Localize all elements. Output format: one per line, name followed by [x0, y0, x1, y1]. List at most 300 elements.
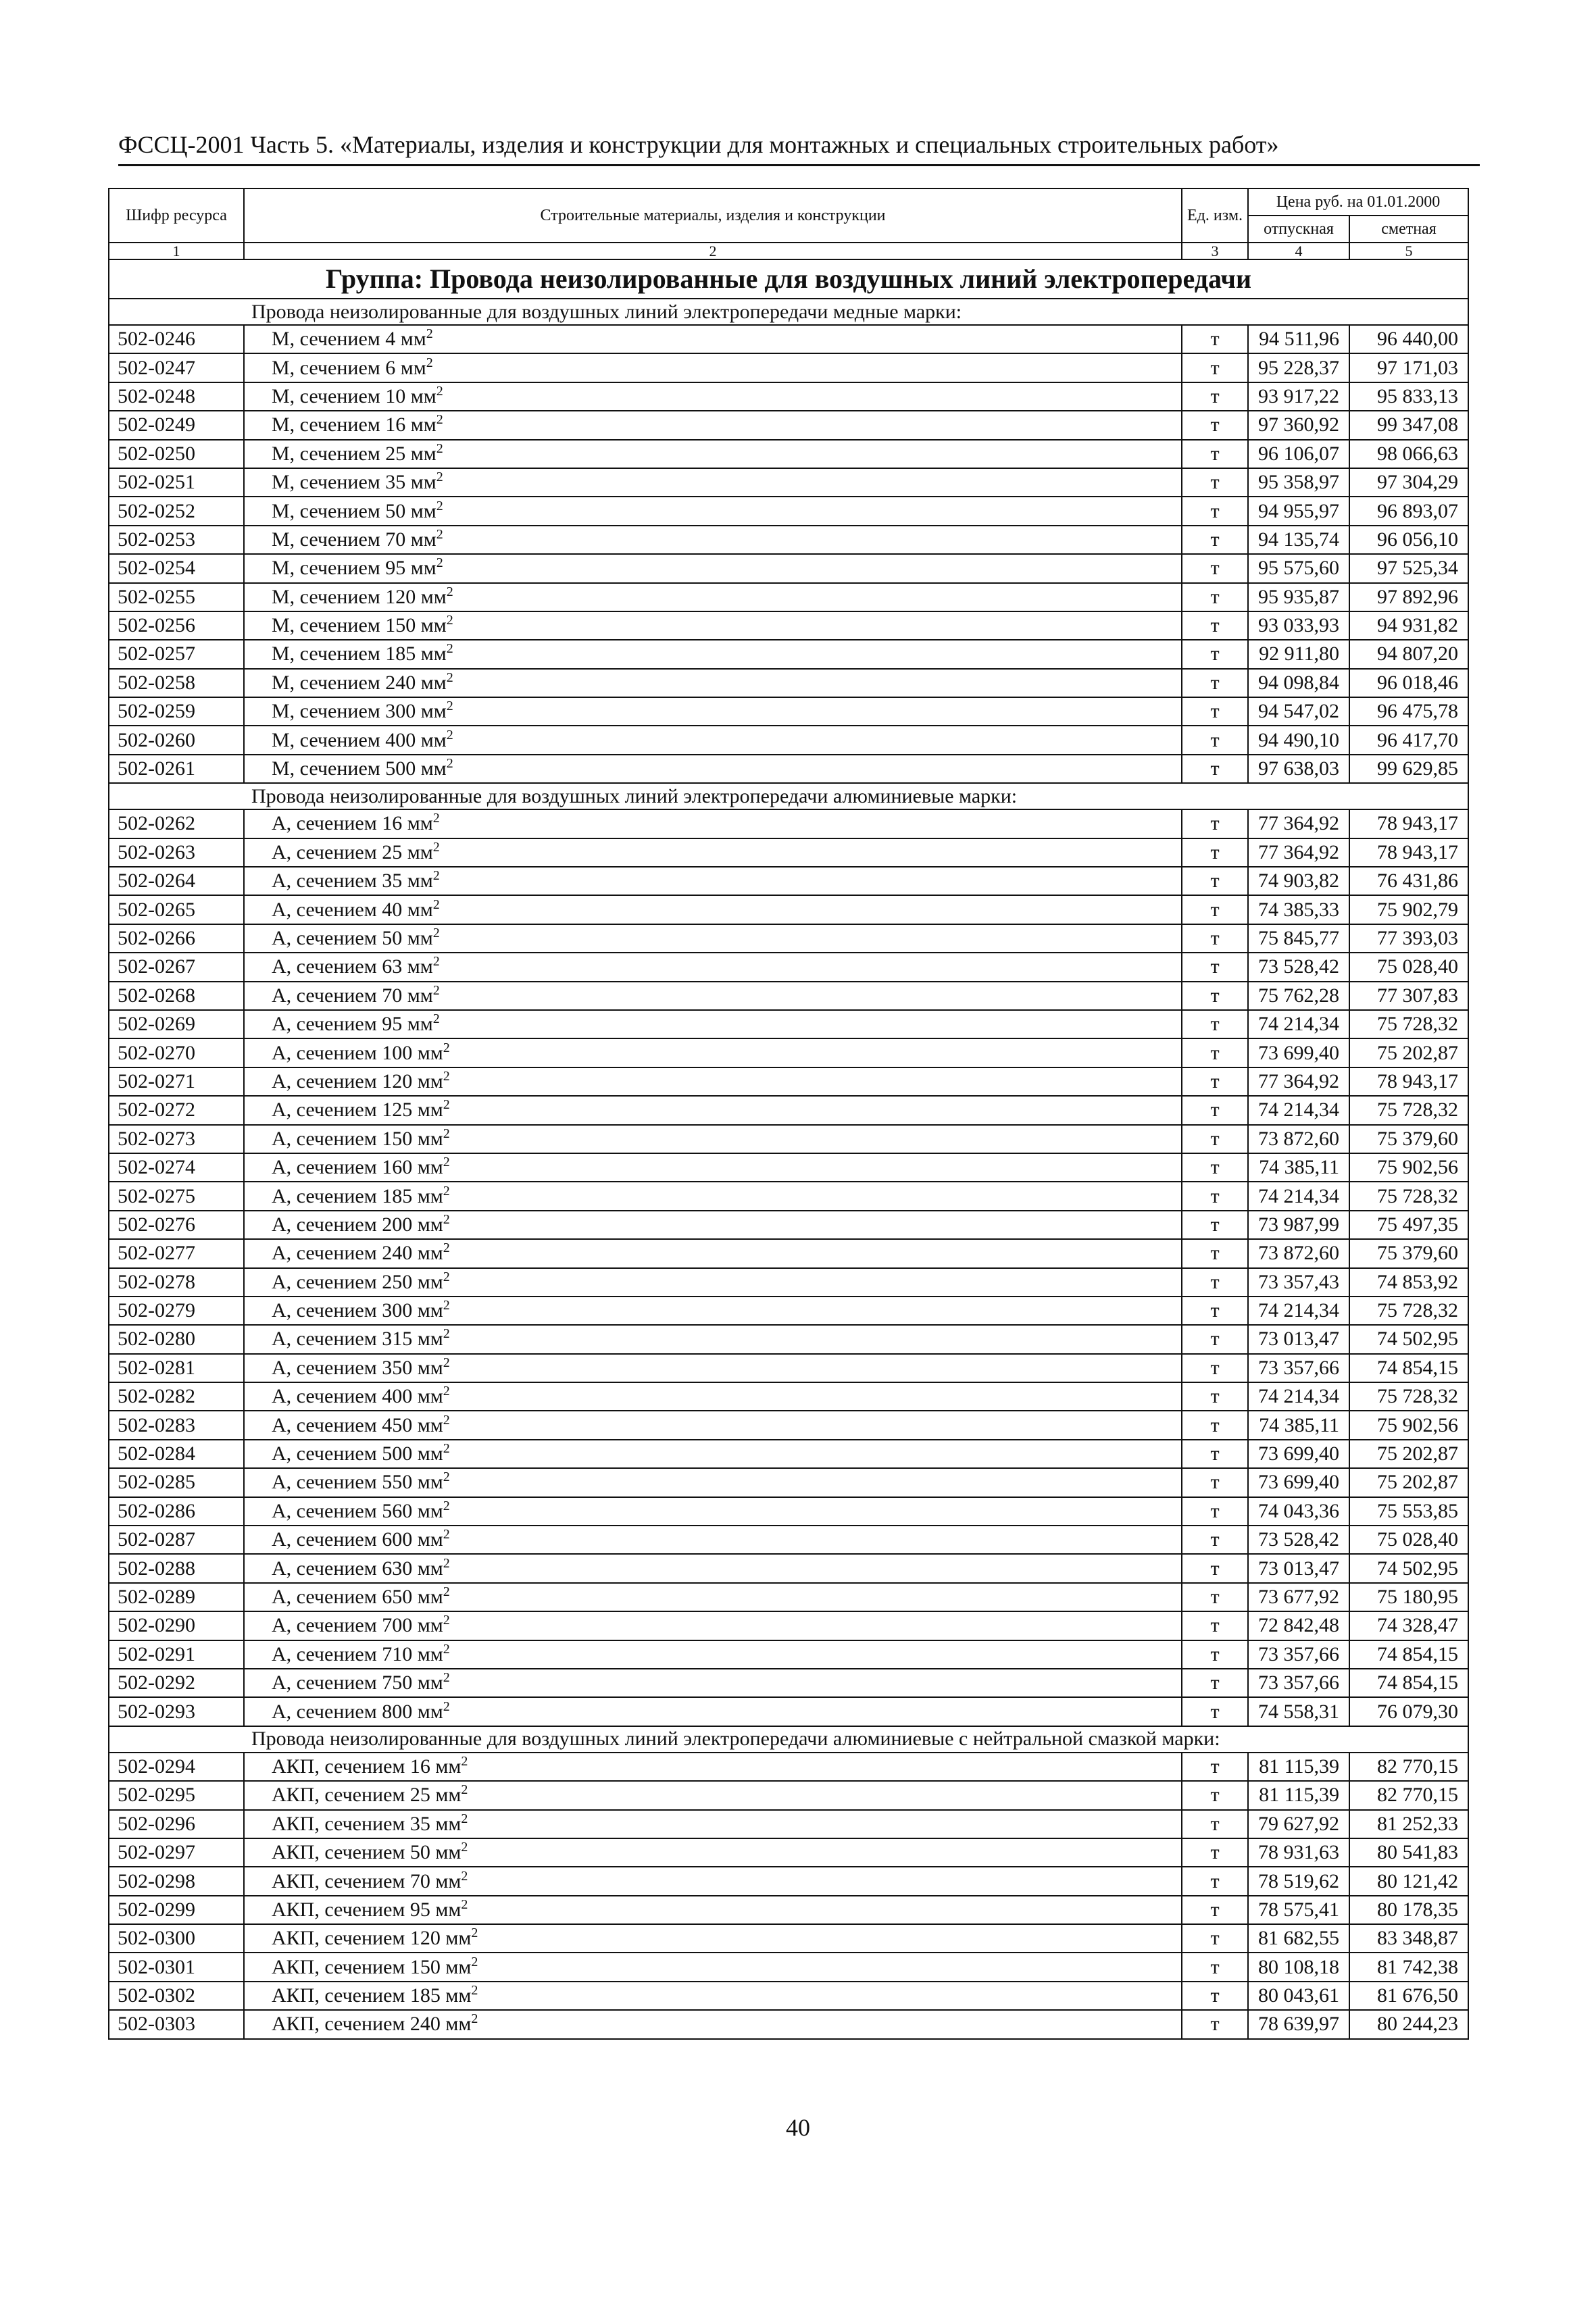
- material-name-text: А, сечением 40 мм: [272, 898, 433, 921]
- material-name: [244, 583, 1182, 611]
- table-row: [109, 1669, 1468, 1697]
- section-title: Провода неизолированные для воздушных линий электропередачи алюминиевые с нейтральной смазкой марки:: [109, 1726, 1468, 1753]
- unit-cell: т: [1182, 1953, 1248, 1981]
- estimate-price: 96 018,46: [1349, 669, 1468, 697]
- superscript-two: 2: [443, 1211, 450, 1227]
- material-name-text: М, сечением 16 мм: [272, 413, 437, 436]
- material-name-text: АКП, сечением 95 мм: [272, 1898, 462, 1921]
- material-name-text: А, сечением 550 мм: [272, 1471, 443, 1494]
- estimate-price: 75 202,87: [1349, 1468, 1468, 1496]
- superscript-two: 2: [443, 1498, 450, 1513]
- material-name: [244, 924, 1182, 953]
- resource-code: 502-0257: [109, 640, 244, 668]
- unit-cell: т: [1182, 1583, 1248, 1611]
- resource-code: 502-0256: [109, 611, 244, 640]
- estimate-price: 75 180,95: [1349, 1583, 1468, 1611]
- resource-code: 502-0254: [109, 554, 244, 582]
- release-price: 73 699,40: [1248, 1038, 1349, 1067]
- estimate-price: 75 379,60: [1349, 1125, 1468, 1153]
- unit-cell: т: [1182, 1153, 1248, 1182]
- estimate-price: 75 728,32: [1349, 1297, 1468, 1325]
- material-name-text: А, сечением 70 мм: [272, 984, 433, 1007]
- resource-code: 502-0271: [109, 1067, 244, 1096]
- table-row: [109, 1896, 1468, 1924]
- table-row: [109, 2010, 1468, 2038]
- superscript-two: 2: [432, 954, 440, 970]
- unit-cell: т: [1182, 382, 1248, 411]
- superscript-two: 2: [443, 1355, 450, 1370]
- table-row: [109, 382, 1468, 411]
- resource-code: 502-0300: [109, 1924, 244, 1953]
- release-price: 78 519,62: [1248, 1867, 1349, 1895]
- material-name-text: А, сечением 16 мм: [272, 812, 433, 835]
- material-name: [244, 1497, 1182, 1526]
- estimate-price: 75 028,40: [1349, 1526, 1468, 1554]
- material-name: [244, 611, 1182, 640]
- resource-code: 502-0270: [109, 1038, 244, 1067]
- page-header: ФССЦ-2001 Часть 5. «Материалы, изделия и конструкции для монтажных и специальных строительных работ»: [118, 131, 1279, 158]
- material-name-text: А, сечением 100 мм: [272, 1041, 443, 1064]
- estimate-price: 82 770,15: [1349, 1753, 1468, 1781]
- unit-cell: т: [1182, 924, 1248, 953]
- resource-code: 502-0295: [109, 1781, 244, 1809]
- material-name-text: М, сечением 35 мм: [272, 471, 437, 494]
- release-price: 96 106,07: [1248, 440, 1349, 468]
- superscript-two: 2: [432, 811, 440, 826]
- release-price: 80 108,18: [1248, 1953, 1349, 1981]
- material-name-text: А, сечением 400 мм: [272, 1385, 443, 1408]
- group-title: Группа: Провода неизолированные для воздушных линий электропередачи: [109, 259, 1468, 299]
- material-name-text: А, сечением 650 мм: [272, 1585, 443, 1608]
- column-header-estimate: сметная: [1349, 216, 1468, 243]
- unit-cell: т: [1182, 1753, 1248, 1781]
- table-row: [109, 1067, 1468, 1096]
- material-name-text: А, сечением 710 мм: [272, 1642, 443, 1665]
- material-name: [244, 1440, 1182, 1468]
- resource-code: 502-0287: [109, 1526, 244, 1554]
- material-name: [244, 1953, 1182, 1981]
- table-row: [109, 953, 1468, 981]
- material-name: [244, 1239, 1182, 1267]
- resource-code: 502-0250: [109, 440, 244, 468]
- unit-cell: т: [1182, 497, 1248, 525]
- material-name: [244, 1697, 1182, 1726]
- release-price: 73 987,99: [1248, 1211, 1349, 1239]
- superscript-two: 2: [443, 1670, 450, 1686]
- material-name-text: А, сечением 95 мм: [272, 1013, 433, 1036]
- table-row: [109, 982, 1468, 1010]
- unit-cell: т: [1182, 1896, 1248, 1924]
- estimate-price: 80 244,23: [1349, 2010, 1468, 2038]
- table-row: [109, 1297, 1468, 1325]
- material-name-text: А, сечением 200 мм: [272, 1213, 443, 1236]
- material-name-text: А, сечением 600 мм: [272, 1528, 443, 1551]
- resource-code: 502-0269: [109, 1010, 244, 1038]
- superscript-two: 2: [471, 1926, 478, 1941]
- superscript-two: 2: [426, 355, 433, 370]
- resource-code: 502-0260: [109, 726, 244, 754]
- unit-cell: т: [1182, 640, 1248, 668]
- material-name: [244, 1924, 1182, 1953]
- estimate-price: 96 417,70: [1349, 726, 1468, 754]
- material-name-text: АКП, сечением 16 мм: [272, 1755, 462, 1778]
- estimate-price: 97 171,03: [1349, 353, 1468, 382]
- table-row: [109, 726, 1468, 754]
- unit-cell: т: [1182, 1497, 1248, 1526]
- header-rule: [118, 164, 1480, 166]
- estimate-price: 74 502,95: [1349, 1325, 1468, 1353]
- table-row: [109, 411, 1468, 439]
- superscript-two: 2: [432, 897, 440, 912]
- material-name: [244, 953, 1182, 981]
- material-name-text: А, сечением 160 мм: [272, 1156, 443, 1179]
- table-row: [109, 1810, 1468, 1838]
- superscript-two: 2: [443, 1384, 450, 1399]
- page-number: 40: [786, 2114, 810, 2141]
- resource-code: 502-0264: [109, 867, 244, 895]
- table-row: [109, 1697, 1468, 1726]
- resource-code: 502-0301: [109, 1953, 244, 1981]
- resource-code: 502-0298: [109, 1867, 244, 1895]
- estimate-price: 75 202,87: [1349, 1038, 1468, 1067]
- superscript-two: 2: [461, 1811, 468, 1826]
- release-price: 73 357,66: [1248, 1354, 1349, 1382]
- release-price: 73 357,43: [1248, 1268, 1349, 1297]
- unit-cell: т: [1182, 1067, 1248, 1096]
- column-header-release: отпускная: [1248, 216, 1349, 243]
- release-price: 81 682,55: [1248, 1924, 1349, 1953]
- resource-code: 502-0268: [109, 982, 244, 1010]
- unit-cell: т: [1182, 755, 1248, 783]
- release-price: 74 214,34: [1248, 1382, 1349, 1411]
- material-name: [244, 755, 1182, 783]
- superscript-two: 2: [436, 412, 443, 428]
- estimate-price: 75 728,32: [1349, 1182, 1468, 1210]
- resource-code: 502-0286: [109, 1497, 244, 1526]
- material-name-text: А, сечением 240 мм: [272, 1242, 443, 1265]
- material-name-text: А, сечением 25 мм: [272, 840, 433, 863]
- column-header-code: Шифр ресурса: [109, 188, 244, 243]
- superscript-two: 2: [443, 1699, 450, 1714]
- unit-cell: т: [1182, 1096, 1248, 1124]
- estimate-price: 77 393,03: [1349, 924, 1468, 953]
- unit-cell: т: [1182, 1554, 1248, 1582]
- material-name-text: АКП, сечением 150 мм: [272, 1955, 472, 1978]
- superscript-two: 2: [443, 1298, 450, 1313]
- release-price: 77 364,92: [1248, 809, 1349, 838]
- resource-code: 502-0251: [109, 468, 244, 497]
- unit-cell: т: [1182, 726, 1248, 754]
- release-price: 93 033,93: [1248, 611, 1349, 640]
- material-name: [244, 1982, 1182, 2010]
- material-name-text: А, сечением 560 мм: [272, 1499, 443, 1522]
- superscript-two: 2: [443, 1269, 450, 1284]
- material-name-text: А, сечением 315 мм: [272, 1328, 443, 1351]
- resource-code: 502-0285: [109, 1468, 244, 1496]
- material-name-text: АКП, сечением 240 мм: [272, 2013, 472, 2036]
- resource-code: 502-0275: [109, 1182, 244, 1210]
- material-name: [244, 1297, 1182, 1325]
- resource-code: 502-0280: [109, 1325, 244, 1353]
- material-name: [244, 353, 1182, 382]
- release-price: 74 385,33: [1248, 895, 1349, 924]
- unit-cell: т: [1182, 809, 1248, 838]
- material-name: [244, 640, 1182, 668]
- material-name-text: А, сечением 300 мм: [272, 1299, 443, 1322]
- unit-cell: т: [1182, 325, 1248, 353]
- estimate-price: 80 121,42: [1349, 1867, 1468, 1895]
- unit-cell: т: [1182, 1354, 1248, 1382]
- superscript-two: 2: [443, 1326, 450, 1342]
- estimate-price: 99 347,08: [1349, 411, 1468, 439]
- material-name: [244, 1096, 1182, 1124]
- unit-cell: т: [1182, 353, 1248, 382]
- table-row: [109, 353, 1468, 382]
- table-row: [109, 1838, 1468, 1867]
- column-number: 2: [244, 243, 1182, 259]
- unit-cell: т: [1182, 1325, 1248, 1353]
- table-row: [109, 1583, 1468, 1611]
- unit-cell: т: [1182, 1611, 1248, 1640]
- release-price: 73 677,92: [1248, 1583, 1349, 1611]
- estimate-price: 75 379,60: [1349, 1239, 1468, 1267]
- material-name: [244, 1468, 1182, 1496]
- table-header-row: [109, 188, 1468, 216]
- material-name: [244, 1526, 1182, 1554]
- superscript-two: 2: [446, 641, 453, 657]
- estimate-price: 78 943,17: [1349, 1067, 1468, 1096]
- release-price: 75 845,77: [1248, 924, 1349, 953]
- unit-cell: т: [1182, 526, 1248, 554]
- estimate-price: 75 028,40: [1349, 953, 1468, 981]
- material-name: [244, 526, 1182, 554]
- material-name: [244, 1182, 1182, 1210]
- resource-code: 502-0274: [109, 1153, 244, 1182]
- unit-cell: т: [1182, 1382, 1248, 1411]
- release-price: 95 358,97: [1248, 468, 1349, 497]
- material-name: [244, 1153, 1182, 1182]
- table-row: [109, 1038, 1468, 1067]
- unit-cell: т: [1182, 1125, 1248, 1153]
- release-price: 74 558,31: [1248, 1697, 1349, 1726]
- material-name-text: АКП, сечением 70 мм: [272, 1869, 462, 1892]
- release-price: 78 931,63: [1248, 1838, 1349, 1867]
- table-row: [109, 497, 1468, 525]
- table-row: [109, 1554, 1468, 1582]
- release-price: 97 360,92: [1248, 411, 1349, 439]
- resource-code: 502-0291: [109, 1640, 244, 1669]
- superscript-two: 2: [461, 1753, 468, 1769]
- superscript-two: 2: [436, 441, 443, 456]
- resource-code: 502-0262: [109, 809, 244, 838]
- material-name: [244, 838, 1182, 867]
- material-name: [244, 1781, 1182, 1809]
- unit-cell: т: [1182, 554, 1248, 582]
- material-name-text: А, сечением 800 мм: [272, 1700, 443, 1723]
- superscript-two: 2: [446, 756, 453, 772]
- release-price: 74 214,34: [1248, 1297, 1349, 1325]
- resource-code: 502-0259: [109, 697, 244, 726]
- table-row: [109, 697, 1468, 726]
- table-row: [109, 1468, 1468, 1496]
- material-name: [244, 411, 1182, 439]
- release-price: 80 043,61: [1248, 1982, 1349, 2010]
- material-name-text: А, сечением 700 мм: [272, 1614, 443, 1637]
- resource-code: 502-0267: [109, 953, 244, 981]
- estimate-price: 75 728,32: [1349, 1096, 1468, 1124]
- material-name: [244, 1067, 1182, 1096]
- material-name: [244, 1038, 1182, 1067]
- material-name: [244, 726, 1182, 754]
- release-price: 77 364,92: [1248, 838, 1349, 867]
- superscript-two: 2: [426, 326, 433, 342]
- resource-code: 502-0252: [109, 497, 244, 525]
- estimate-price: 96 893,07: [1349, 497, 1468, 525]
- material-name: [244, 1838, 1182, 1867]
- unit-cell: т: [1182, 1411, 1248, 1439]
- unit-cell: т: [1182, 669, 1248, 697]
- table-row: [109, 1239, 1468, 1267]
- table-row: [109, 838, 1468, 867]
- material-name: [244, 982, 1182, 1010]
- superscript-two: 2: [436, 383, 443, 399]
- table-row: [109, 325, 1468, 353]
- unit-cell: т: [1182, 1669, 1248, 1697]
- unit-cell: т: [1182, 1982, 1248, 2010]
- release-price: 73 013,47: [1248, 1554, 1349, 1582]
- superscript-two: 2: [443, 1469, 450, 1485]
- unit-cell: т: [1182, 1440, 1248, 1468]
- superscript-two: 2: [446, 613, 453, 628]
- column-header-name: Строительные материалы, изделия и конструкции: [244, 188, 1182, 243]
- material-name-text: А, сечением 35 мм: [272, 870, 433, 892]
- superscript-two: 2: [443, 1527, 450, 1542]
- release-price: 94 547,02: [1248, 697, 1349, 726]
- unit-cell: т: [1182, 838, 1248, 867]
- release-price: 74 214,34: [1248, 1096, 1349, 1124]
- resource-code: 502-0297: [109, 1838, 244, 1867]
- material-name: [244, 895, 1182, 924]
- material-name: [244, 1810, 1182, 1838]
- material-name: [244, 669, 1182, 697]
- resource-code: 502-0281: [109, 1354, 244, 1382]
- release-price: 74 903,82: [1248, 867, 1349, 895]
- release-price: 94 490,10: [1248, 726, 1349, 754]
- superscript-two: 2: [471, 1983, 478, 1998]
- material-name-text: М, сечением 70 мм: [272, 528, 437, 551]
- material-name: [244, 1125, 1182, 1153]
- unit-cell: т: [1182, 1526, 1248, 1554]
- superscript-two: 2: [432, 926, 440, 940]
- material-name-text: А, сечением 750 мм: [272, 1671, 443, 1694]
- superscript-two: 2: [436, 470, 443, 485]
- release-price: 81 115,39: [1248, 1753, 1349, 1781]
- superscript-two: 2: [436, 498, 443, 513]
- material-name-text: М, сечением 185 мм: [272, 643, 447, 665]
- estimate-price: 76 079,30: [1349, 1697, 1468, 1726]
- unit-cell: т: [1182, 1182, 1248, 1210]
- material-name: [244, 1211, 1182, 1239]
- material-name: [244, 325, 1182, 353]
- table-row: [109, 809, 1468, 838]
- material-name: [244, 497, 1182, 525]
- table-row: [109, 1125, 1468, 1153]
- estimate-price: 94 807,20: [1349, 640, 1468, 668]
- release-price: 74 385,11: [1248, 1411, 1349, 1439]
- release-price: 94 511,96: [1248, 325, 1349, 353]
- table-row: [109, 1781, 1468, 1809]
- section-title-row: [109, 299, 1468, 325]
- table-row: [109, 1268, 1468, 1297]
- column-header-price: Цена руб. на 01.01.2000: [1248, 188, 1468, 216]
- table-row: [109, 554, 1468, 582]
- release-price: 79 627,92: [1248, 1810, 1349, 1838]
- resource-code: 502-0249: [109, 411, 244, 439]
- superscript-two: 2: [432, 868, 440, 884]
- table-row: [109, 1526, 1468, 1554]
- material-name-text: АКП, сечением 50 мм: [272, 1841, 462, 1864]
- resource-code: 502-0278: [109, 1268, 244, 1297]
- estimate-price: 97 304,29: [1349, 468, 1468, 497]
- release-price: 95 935,87: [1248, 583, 1349, 611]
- estimate-price: 74 854,15: [1349, 1669, 1468, 1697]
- table-row: [109, 583, 1468, 611]
- unit-cell: т: [1182, 440, 1248, 468]
- material-name-text: М, сечением 500 мм: [272, 757, 447, 780]
- resource-code: 502-0294: [109, 1753, 244, 1781]
- resource-code: 502-0284: [109, 1440, 244, 1468]
- unit-cell: т: [1182, 611, 1248, 640]
- resource-code: 502-0246: [109, 325, 244, 353]
- material-name-text: А, сечением 150 мм: [272, 1127, 443, 1150]
- material-name-text: А, сечением 630 мм: [272, 1557, 443, 1580]
- resource-code: 502-0253: [109, 526, 244, 554]
- unit-cell: т: [1182, 1781, 1248, 1809]
- table-row: [109, 669, 1468, 697]
- release-price: 78 639,97: [1248, 2010, 1349, 2038]
- unit-cell: т: [1182, 982, 1248, 1010]
- table-row: [109, 1382, 1468, 1411]
- estimate-price: 76 431,86: [1349, 867, 1468, 895]
- material-name-text: А, сечением 63 мм: [272, 955, 433, 978]
- unit-cell: т: [1182, 1924, 1248, 1953]
- material-name-text: А, сечением 250 мм: [272, 1270, 443, 1293]
- column-number: 4: [1248, 243, 1349, 259]
- unit-cell: т: [1182, 1867, 1248, 1895]
- estimate-price: 75 202,87: [1349, 1440, 1468, 1468]
- material-name-text: А, сечением 120 мм: [272, 1070, 443, 1092]
- release-price: 73 528,42: [1248, 1526, 1349, 1554]
- table-row: [109, 895, 1468, 924]
- material-name: [244, 2010, 1182, 2038]
- resource-code: 502-0276: [109, 1211, 244, 1239]
- material-name-text: АКП, сечением 120 мм: [272, 1927, 472, 1950]
- table-row: [109, 1010, 1468, 1038]
- column-number: 1: [109, 243, 244, 259]
- estimate-price: 75 902,79: [1349, 895, 1468, 924]
- material-name-text: А, сечением 450 мм: [272, 1413, 443, 1436]
- release-price: 73 357,66: [1248, 1640, 1349, 1669]
- material-name: [244, 1010, 1182, 1038]
- superscript-two: 2: [432, 1011, 440, 1027]
- material-name: [244, 1554, 1182, 1582]
- table-row: [109, 1211, 1468, 1239]
- resource-code: 502-0248: [109, 382, 244, 411]
- resource-code: 502-0263: [109, 838, 244, 867]
- estimate-price: 96 475,78: [1349, 697, 1468, 726]
- resource-code: 502-0299: [109, 1896, 244, 1924]
- superscript-two: 2: [443, 1555, 450, 1571]
